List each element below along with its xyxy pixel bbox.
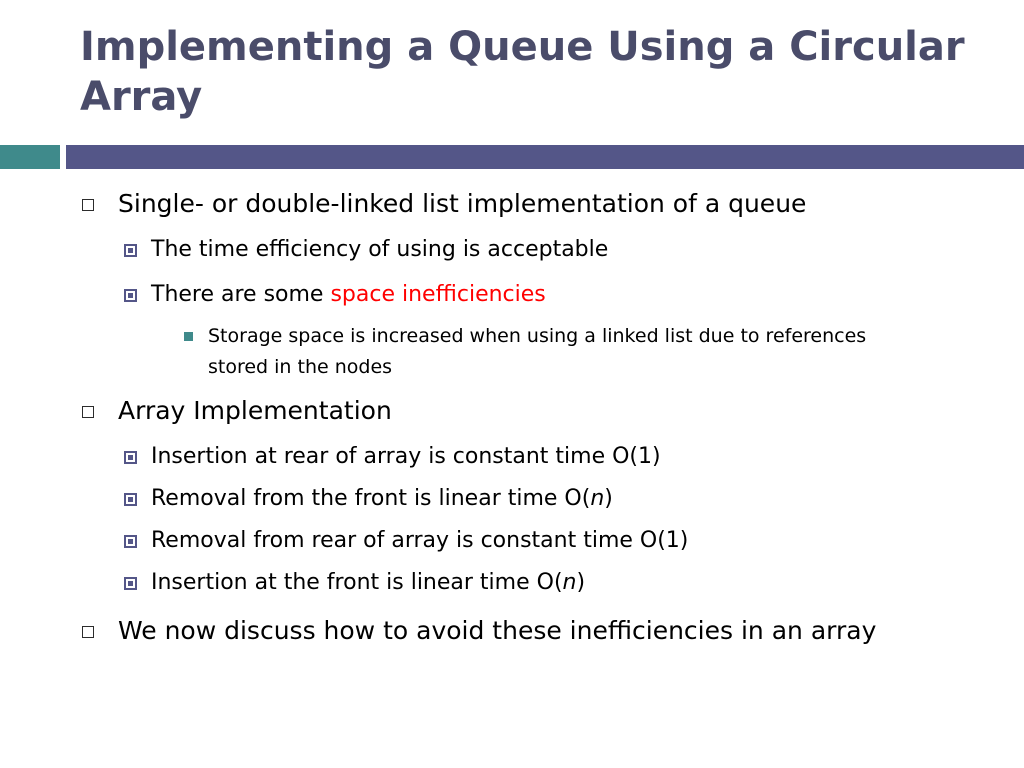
- boxed-square-bullet-icon: [124, 289, 137, 302]
- boxed-square-bullet-icon: [124, 535, 137, 548]
- bullet-linked-list: Single- or double-linked list implementation of a queue: [118, 189, 807, 218]
- bullet-removal-front-suffix: ): [604, 486, 613, 511]
- bullet-insertion-front-suffix: ): [576, 570, 586, 595]
- bullet-removal-front-prefix: Removal from the front is linear time O(: [151, 486, 591, 511]
- bullet-discussion: We now discuss how to avoid these inefficiencies in an array: [118, 616, 877, 645]
- variable-n: n: [562, 570, 577, 595]
- boxed-square-bullet-icon: [124, 244, 137, 257]
- variable-n: n: [590, 486, 605, 511]
- solid-square-bullet-icon: [184, 332, 193, 341]
- bullet-space-inefficiencies-prefix: There are some: [151, 282, 331, 307]
- highlight-space-inefficiencies: space inefficiencies: [330, 282, 546, 307]
- hollow-square-bullet-icon: [82, 199, 94, 211]
- bullet-space-inefficiencies: [151, 281, 546, 309]
- bullet-insertion-front-prefix: Insertion at the front is linear time O(: [151, 570, 563, 595]
- hollow-square-bullet-icon: [82, 406, 94, 418]
- boxed-square-bullet-icon: [124, 451, 137, 464]
- bullet-removal-rear: Removal from rear of array is constant time O(1): [151, 528, 689, 553]
- bullet-insertion-rear: Insertion at rear of array is constant time O(1): [151, 444, 661, 469]
- boxed-square-bullet-icon: [124, 493, 137, 506]
- bullet-removal-front: [151, 485, 613, 513]
- slide-title: Implementing a Queue Using a Circular Array: [80, 24, 965, 120]
- bullet-storage-space: Storage space is increased when using a linked list due to references stored in the nodes: [208, 325, 867, 378]
- bullet-array-implementation: Array Implementation: [118, 396, 392, 425]
- bullet-insertion-front: [151, 569, 585, 597]
- bullet-time-efficiency: The time efficiency of using is acceptable: [151, 237, 609, 262]
- boxed-square-bullet-icon: [124, 577, 137, 590]
- hollow-square-bullet-icon: [82, 626, 94, 638]
